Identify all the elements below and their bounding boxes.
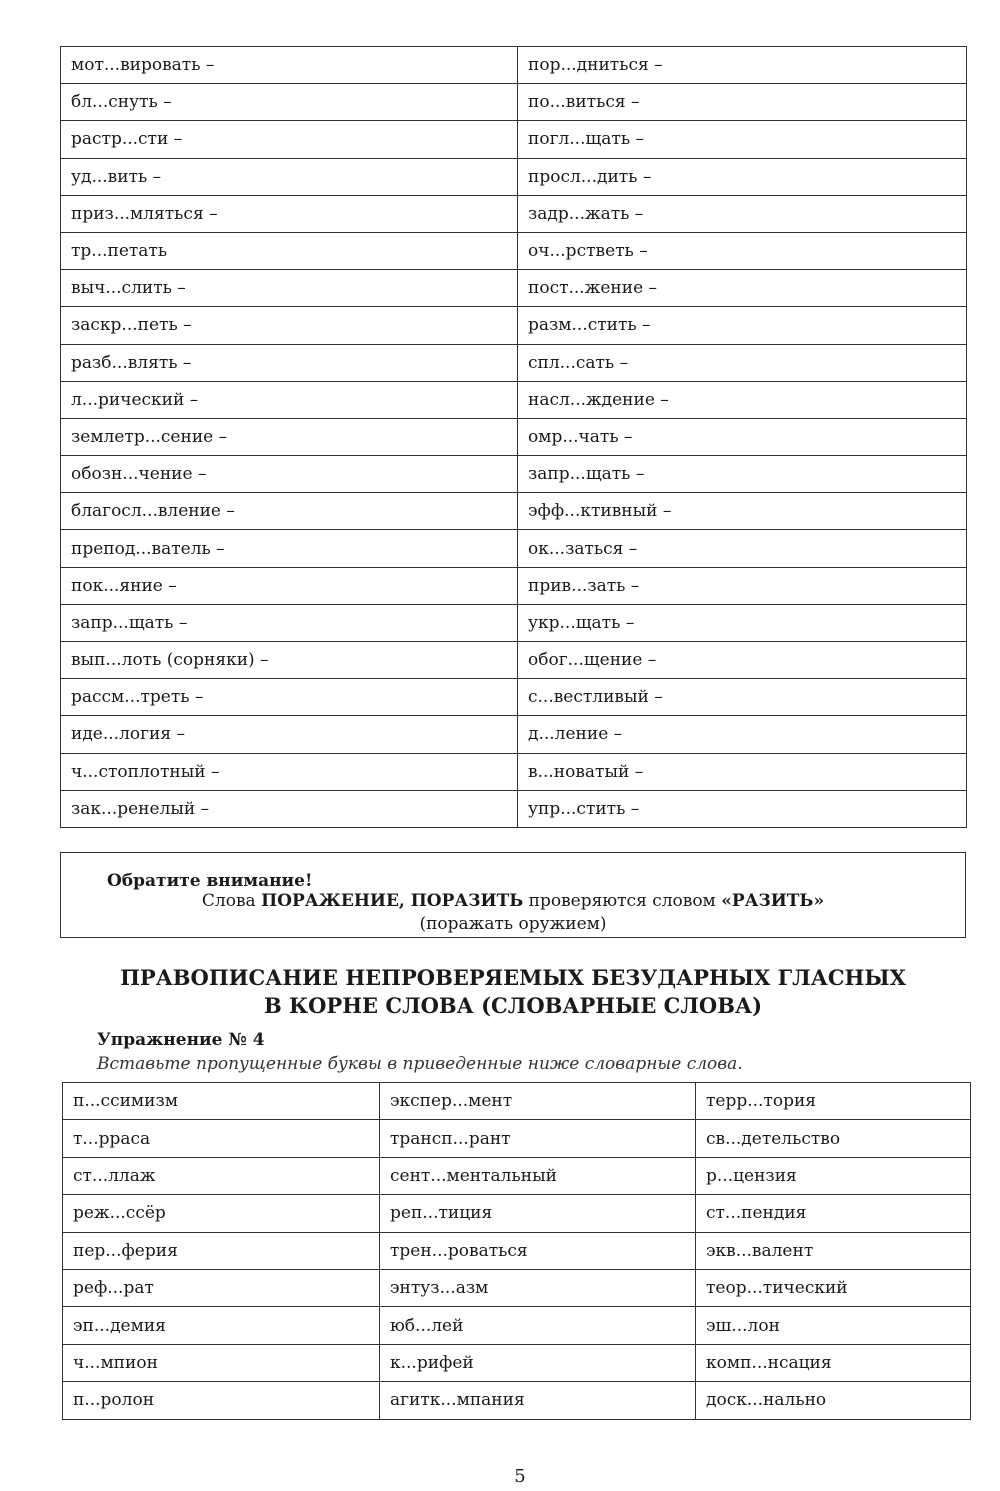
- table-cell: ст...пендия: [696, 1195, 971, 1232]
- notice-words: ПОРАЖЕНИЕ, ПОРАЗИТЬ: [261, 891, 524, 911]
- table-cell: разб...влять –: [61, 344, 518, 381]
- table-cell: ст...ллаж: [63, 1157, 380, 1194]
- exercise-title: Упражнение № 4: [97, 1030, 265, 1050]
- table-cell: эп...демия: [63, 1307, 380, 1344]
- table-cell: заскр...петь –: [61, 307, 518, 344]
- table-cell: доск...нально: [696, 1382, 971, 1419]
- table-row: [63, 1232, 971, 1269]
- section-heading-line1: ПРАВОПИСАНИЕ НЕПРОВЕРЯЕМЫХ БЕЗУДАРНЫХ ГЛАСНЫХ: [120, 965, 906, 990]
- table-cell: прив...зать –: [518, 567, 967, 604]
- table-cell: обог...щение –: [518, 642, 967, 679]
- table-row: [61, 121, 967, 158]
- table-cell: запр...щать –: [61, 604, 518, 641]
- table-row: [61, 456, 967, 493]
- table-cell: пор...дниться –: [518, 47, 967, 84]
- table-cell: препод...ватель –: [61, 530, 518, 567]
- table-cell: к...рифей: [380, 1344, 696, 1381]
- table-cell: трансп...рант: [380, 1120, 696, 1157]
- table-cell: агитк...мпания: [380, 1382, 696, 1419]
- notice-text-prefix: Слова: [201, 891, 262, 911]
- table-cell: вып...лоть (сорняки) –: [61, 642, 518, 679]
- table-cell: п...ссимизм: [63, 1083, 380, 1120]
- notice-text: [61, 891, 965, 911]
- table-cell: л...рический –: [61, 381, 518, 418]
- table-cell: п...ролон: [63, 1382, 380, 1419]
- table-cell: реж...ссёр: [63, 1195, 380, 1232]
- notice-box: [60, 852, 966, 938]
- table-cell: в...новатый –: [518, 753, 967, 790]
- table-row: [61, 567, 967, 604]
- table-cell: по...виться –: [518, 84, 967, 121]
- table-cell: насл...ждение –: [518, 381, 967, 418]
- table-cell: св...детельство: [696, 1120, 971, 1157]
- notice-check-word: «РАЗИТЬ»: [721, 891, 825, 911]
- notice-text-mid: проверяются словом: [523, 891, 722, 911]
- table-cell: зак...ренелый –: [61, 790, 518, 827]
- table-row: [61, 84, 967, 121]
- table-cell: запр...щать –: [518, 456, 967, 493]
- table-row: [61, 270, 967, 307]
- table-row: [63, 1269, 971, 1306]
- table-cell: оч...рстветь –: [518, 232, 967, 269]
- table-row: [61, 418, 967, 455]
- table-cell: приз...мляться –: [61, 195, 518, 232]
- table-cell: экспер...мент: [380, 1083, 696, 1120]
- notice-text-line2: (поражать оружием): [419, 914, 607, 934]
- table-cell: разм...стить –: [518, 307, 967, 344]
- table-cell: теор...тический: [696, 1269, 971, 1306]
- table-cell: укр...щать –: [518, 604, 967, 641]
- table-row: [61, 307, 967, 344]
- table-cell: бл...снуть –: [61, 84, 518, 121]
- table-row: [63, 1307, 971, 1344]
- table-row: [63, 1195, 971, 1232]
- table-cell: спл...сать –: [518, 344, 967, 381]
- table-row: [63, 1157, 971, 1194]
- table-cell: упр...стить –: [518, 790, 967, 827]
- table-cell: реп...тиция: [380, 1195, 696, 1232]
- table-row: [61, 530, 967, 567]
- table-cell: благосл...вление –: [61, 493, 518, 530]
- table-row: [61, 716, 967, 753]
- table-row: [63, 1344, 971, 1381]
- table-cell: эфф...ктивный –: [518, 493, 967, 530]
- table-cell: ч...мпион: [63, 1344, 380, 1381]
- table-cell: р...цензия: [696, 1157, 971, 1194]
- table-cell: просл...дить –: [518, 158, 967, 195]
- table-cell: задр...жать –: [518, 195, 967, 232]
- table-row: [61, 344, 967, 381]
- table-row: [61, 232, 967, 269]
- exercise-instruction: Вставьте пропущенные буквы в приведенные ниже словарные слова.: [97, 1054, 743, 1074]
- table-cell: выч...слить –: [61, 270, 518, 307]
- table-cell: с...вестливый –: [518, 679, 967, 716]
- table-cell: реф...рат: [63, 1269, 380, 1306]
- table-cell: землетр...сение –: [61, 418, 518, 455]
- table-row: [61, 790, 967, 827]
- table-cell: пост...жение –: [518, 270, 967, 307]
- table-cell: тр...петать: [61, 232, 518, 269]
- table-cell: обозн...чение –: [61, 456, 518, 493]
- table-cell: ок...заться –: [518, 530, 967, 567]
- table-row: [63, 1083, 971, 1120]
- page-number: 5: [514, 1466, 526, 1487]
- word-table-2: [62, 1082, 971, 1420]
- table-cell: иде...логия –: [61, 716, 518, 753]
- table-row: [61, 158, 967, 195]
- table-cell: т...рраса: [63, 1120, 380, 1157]
- table-cell: мот...вировать –: [61, 47, 518, 84]
- table-row: [61, 604, 967, 641]
- table-cell: юб...лей: [380, 1307, 696, 1344]
- section-heading-line2: В КОРНЕ СЛОВА (СЛОВАРНЫЕ СЛОВА): [263, 993, 763, 1018]
- word-table-1: [60, 46, 967, 828]
- section-heading: [60, 964, 966, 1020]
- notice-title: Обратите внимание!: [107, 871, 313, 891]
- table-row: [61, 493, 967, 530]
- table-cell: энтуз...азм: [380, 1269, 696, 1306]
- table-row: [61, 642, 967, 679]
- table-cell: пок...яние –: [61, 567, 518, 604]
- table-row: [61, 47, 967, 84]
- table-cell: ч...стоплотный –: [61, 753, 518, 790]
- table-row: [63, 1120, 971, 1157]
- table-row: [63, 1382, 971, 1419]
- table-cell: эш...лон: [696, 1307, 971, 1344]
- table-row: [61, 679, 967, 716]
- table-cell: рассм...треть –: [61, 679, 518, 716]
- table-cell: растр...сти –: [61, 121, 518, 158]
- table-cell: д...ление –: [518, 716, 967, 753]
- table-cell: экв...валент: [696, 1232, 971, 1269]
- table-cell: погл...щать –: [518, 121, 967, 158]
- table-row: [61, 195, 967, 232]
- table-cell: уд...вить –: [61, 158, 518, 195]
- table-cell: пер...ферия: [63, 1232, 380, 1269]
- table-cell: сент...ментальный: [380, 1157, 696, 1194]
- table-cell: терр...тория: [696, 1083, 971, 1120]
- table-cell: трен...роваться: [380, 1232, 696, 1269]
- table-row: [61, 381, 967, 418]
- table-cell: комп...нсация: [696, 1344, 971, 1381]
- table-row: [61, 753, 967, 790]
- table-cell: омр...чать –: [518, 418, 967, 455]
